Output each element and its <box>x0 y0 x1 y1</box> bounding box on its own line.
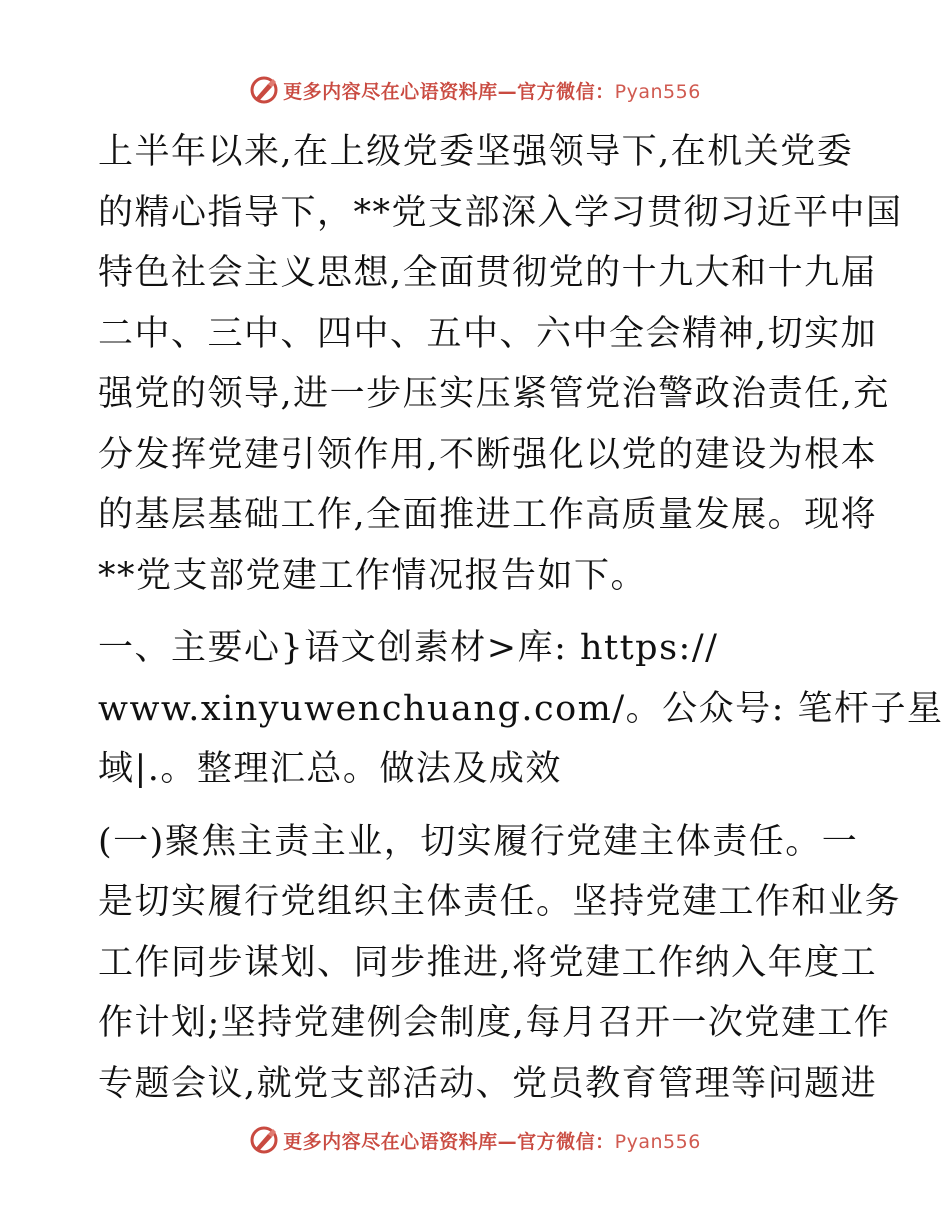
text-line: 作计划;坚持党建例会制度,每月召开一次党建工作 <box>98 1003 891 1043</box>
text-line: 二中、三中、四中、五中、六中全会精神,切实加 <box>98 313 878 354</box>
text-line: 是切实履行党组织主体责任。坚持党建工作和业务 <box>98 882 902 922</box>
paragraph-section-heading <box>98 618 944 800</box>
document-body <box>98 122 944 1114</box>
text-line: 特色社会主义思想,全面贯彻党的十九大和十九届 <box>98 253 878 293</box>
footer-watermark-banner <box>0 1120 950 1160</box>
text-line: 分发挥党建引领作用,不断强化以党的建设为根本 <box>98 434 878 475</box>
header-watermark-text: 更多内容尽在心语资料库—官方微信：Pyan556 <box>283 80 701 103</box>
text-line: **党支部党建工作情况报告如下。 <box>98 555 648 596</box>
text-line: 上半年以来,在上级党委坚强领导下,在机关党委 <box>98 132 854 172</box>
text-line: 专题会议,就党支部活动、党员教育管理等问题进 <box>98 1063 878 1104</box>
pen-logo-icon <box>249 1125 279 1155</box>
header-watermark-banner <box>0 70 950 110</box>
text-line: 域|.。整理汇总。做法及成效 <box>98 749 562 789</box>
text-line: 的基层基础工作,全面推进工作高质量发展。现将 <box>98 495 878 535</box>
pen-logo-icon <box>249 75 279 105</box>
text-line: 强党的领导,进一步压实压紧管党治警政治责任,充 <box>98 374 890 414</box>
text-line: www.xinyuwenchuang.com/。公众号: 笔杆子星 <box>98 688 944 729</box>
footer-watermark-text: 更多内容尽在心语资料库—官方微信：Pyan556 <box>283 1130 701 1153</box>
text-line: (一)聚焦主责主业，切实履行党建主体责任。一 <box>98 821 859 862</box>
paragraph-intro <box>98 122 903 606</box>
text-line: 工作同步谋划、同步推进,将党建工作纳入年度工 <box>98 942 878 983</box>
text-line: 的精心指导下，**党支部深入学习贯彻习近平中国 <box>98 192 903 233</box>
paragraph-subsection-one <box>98 812 902 1115</box>
text-line: 一、主要心}语文创素材>库: https:// <box>98 628 719 668</box>
